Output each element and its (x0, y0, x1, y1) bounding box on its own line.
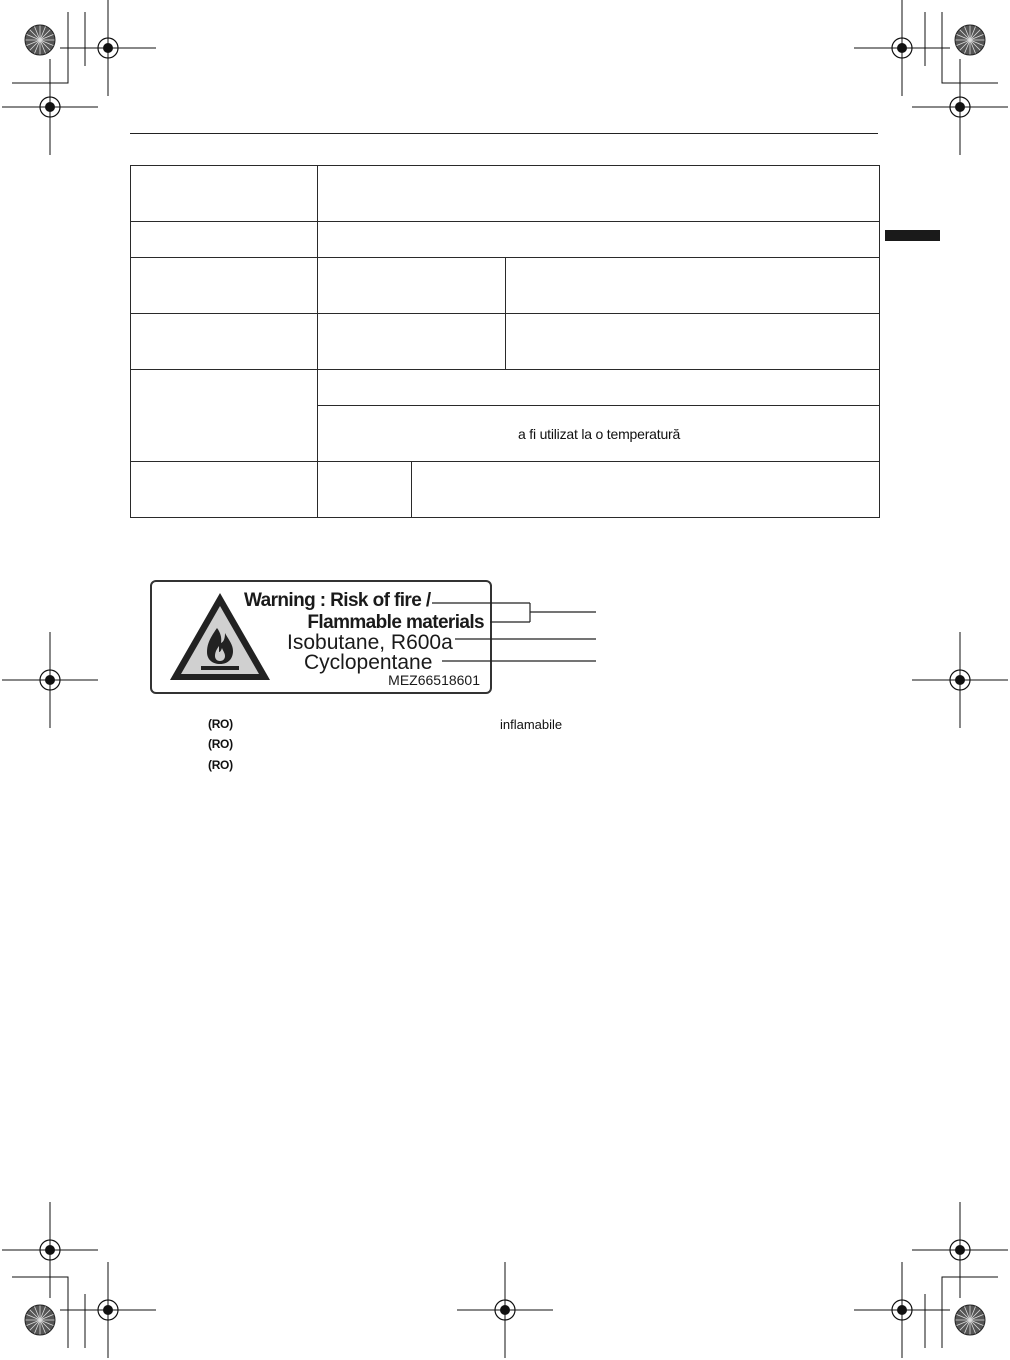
flammable-text: Flammable materials (307, 612, 484, 633)
note-text: inflamabile (500, 717, 563, 732)
warning-text: Warning : Risk of fire / (244, 590, 431, 611)
language-tag: (RO) (208, 758, 233, 772)
label-note (208, 717, 563, 732)
language-tag: (RO) (208, 737, 233, 751)
temperature-text: a fi utilizat la o temperatură (518, 425, 681, 442)
language-tag: (RO) (208, 717, 233, 731)
label-note (208, 737, 233, 751)
insulation-text: Cyclopentane (304, 651, 433, 674)
label-note (208, 758, 233, 772)
refrigerant-text: Isobutane, R600a (287, 631, 453, 654)
part-code: MEZ66518601 (388, 672, 480, 688)
